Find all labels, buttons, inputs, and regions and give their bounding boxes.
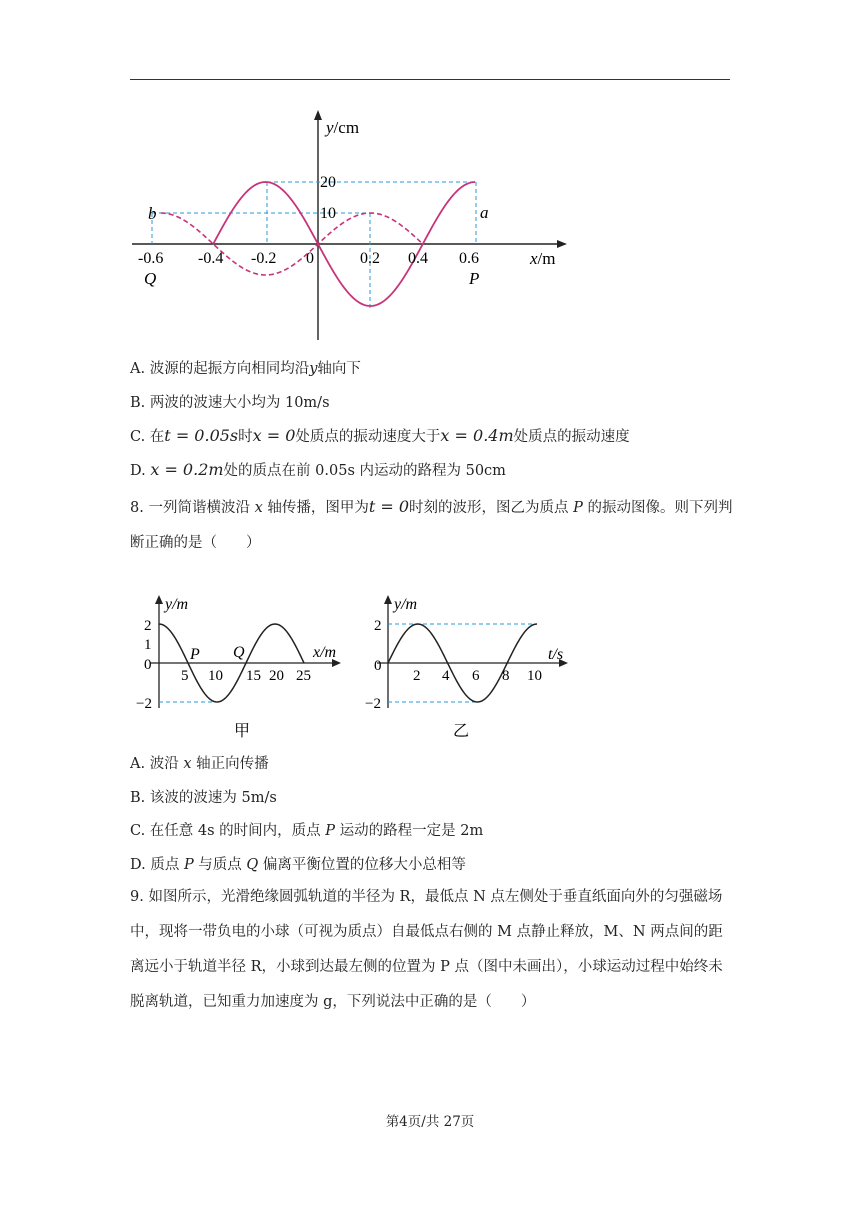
y-tick-20: 20 [320,174,336,191]
x-tick-neg0.4: -0.4 [198,250,224,267]
x-tick-0.4: 0.4 [408,250,428,267]
q7-option-b: B. 两波的波速大小均为 10m/s [130,395,330,411]
jia-y-tick-0: 0 [144,657,152,673]
yi-y-tick-2: 2 [374,618,382,634]
yi-x-tick-10: 10 [527,668,542,684]
jia-x-tick-5: 5 [181,668,189,684]
q8-option-b: B. 该波的波速为 5m/s [130,790,277,806]
label-Q: Q [144,269,157,288]
jia-x-tick-10: 10 [208,668,223,684]
q8-stem: 8. 一列简谐横波沿 x 轴传播，图甲为t = 0时刻的波形，图乙为质点 P 的振动图像。则下列判断正确的是（ ） [130,497,733,551]
page-footer: 第4页/共 27页 [385,1114,475,1130]
yi-x-tick-4: 4 [442,668,450,684]
jia-x-tick-15: 15 [246,668,261,684]
jia-x-label: x/m [313,644,337,661]
y-axis-label: y/cm [326,118,360,137]
x-tick-neg0.6: -0.6 [138,250,164,267]
jia-y-tick-1: 1 [144,637,152,653]
yi-y-tick-neg2: −2 [365,696,381,712]
q8-option-a: A. 波沿 x 轴正向传播 [130,756,269,772]
yi-x-tick-8: 8 [502,668,510,684]
jia-y-tick-2: 2 [144,618,152,634]
yi-y-label: y/m [394,596,418,613]
wave-figure-1 [120,105,590,350]
jia-caption: 甲 [234,723,251,740]
yi-caption: 乙 [453,723,470,740]
jia-label-P: P [190,646,200,663]
q8-option-c: C. 在任意 4s 的时间内，质点 P 运动的路程一定是 2m [130,823,484,839]
label-P: P [469,269,480,288]
yi-x-tick-2: 2 [413,668,421,684]
yi-x-tick-6: 6 [472,668,480,684]
x-tick-neg0.2: -0.2 [251,250,277,267]
x-axis-label: x/m [530,249,556,268]
q7-option-c: C. 在t = 0.05s时x = 0处质点的振动速度大于x = 0.4m处质点的振动速度 [130,426,630,445]
vibration-graph-yi [365,590,580,745]
jia-y-label: y/m [165,596,189,613]
jia-y-tick-neg2: −2 [136,696,152,712]
q9-stem: 9. 如图所示，光滑绝缘圆弧轨道的半径为 R，最低点 N 点左侧处于垂直纸面向外的匀强磁场中，现将一带负电的小球（可视为质点）自最低点右侧的 M 点静止释放，M、N 两点间的距离远小于轨道半径 R，小球到达最左侧的位置为 P 点（图中未画出），小球运动过程中始终未脱离轨道，已知重力加速度为 g，下列说法中正确的是（ ） [130,889,723,1010]
q7-option-a: A. 波源的起振方向相同均沿y轴向下 [130,361,361,377]
jia-x-tick-20: 20 [269,668,284,684]
x-tick-0: 0 [306,250,314,267]
x-tick-0.2: 0.2 [360,250,380,267]
yi-y-tick-0: 0 [374,658,382,674]
jia-x-tick-25: 25 [296,668,311,684]
q7-option-d: D. x = 0.2m处的质点在前 0.05s 内运动的路程为 50cm [130,460,506,479]
y-tick-10: 10 [320,205,336,222]
label-b: b [148,204,157,223]
wave-graph-jia [138,590,353,745]
yi-x-label: t/s [548,646,564,663]
header-rule [130,79,730,80]
label-a: a [480,203,489,222]
jia-label-Q: Q [233,644,245,661]
q8-option-d: D. 质点 P 与质点 Q 偏离平衡位置的位移大小总相等 [130,857,466,873]
x-tick-0.6: 0.6 [459,250,479,267]
